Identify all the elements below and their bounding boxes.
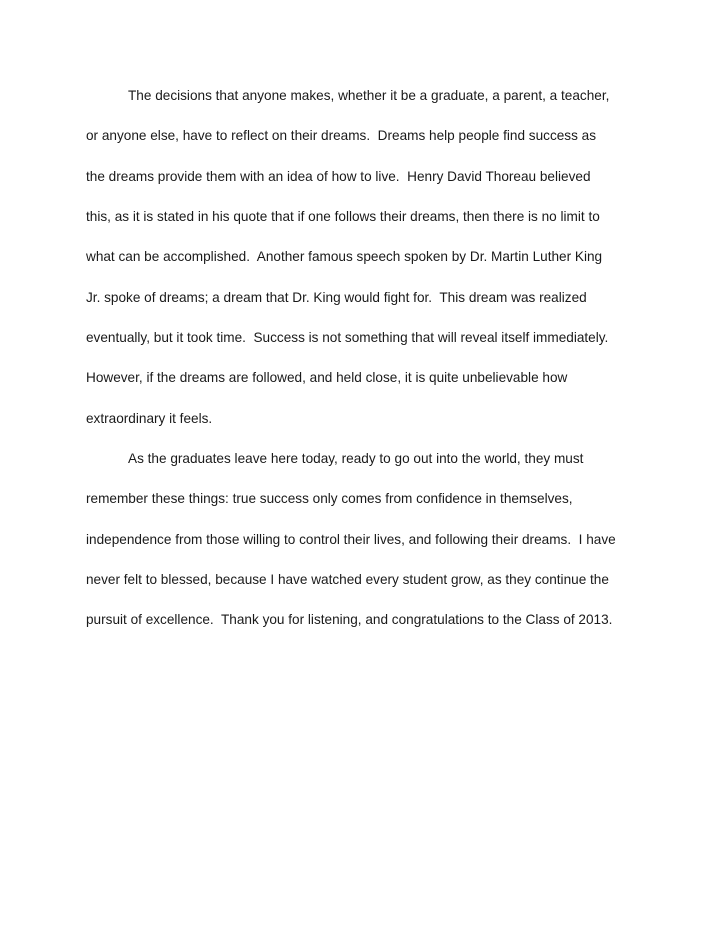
- paragraph-line: or anyone else, have to reflect on their dreams. Dreams help people find success as: [86, 128, 597, 144]
- document-body: [86, 88, 656, 653]
- paragraph-line: independence from those willing to control their lives, and following their dreams. I have: [86, 531, 616, 547]
- paragraph-line: this, as it is stated in his quote that if one follows their dreams, then there is no limit to: [86, 209, 600, 225]
- paragraph-line: Jr. spoke of dreams; a dream that Dr. King would fight for. This dream was realized: [86, 289, 587, 305]
- paragraph-1: [86, 88, 656, 451]
- paragraph-line: pursuit of excellence. Thank you for listening, and congratulations to the Class of 2013.: [86, 612, 613, 628]
- paragraph-line: As the graduates leave here today, ready to go out into the world, they must: [128, 451, 584, 467]
- paragraph-line: extraordinary it feels.: [86, 410, 213, 426]
- paragraph-line: eventually, but it took time. Success is not something that will reveal itself immediately.: [86, 330, 609, 346]
- paragraph-line: remember these things: true success only comes from confidence in themselves,: [86, 491, 573, 507]
- paragraph-line: The decisions that anyone makes, whether it be a graduate, a parent, a teacher,: [128, 88, 610, 103]
- paragraph-line: never felt to blessed, because I have watched every student grow, as they continue the: [86, 572, 609, 588]
- paragraph-line: the dreams provide them with an idea of how to live. Henry David Thoreau believed: [86, 168, 591, 184]
- paragraph-2: [86, 451, 656, 653]
- paragraph-line: However, if the dreams are followed, and held close, it is quite unbelievable how: [86, 370, 568, 386]
- paragraph-line: what can be accomplished. Another famous speech spoken by Dr. Martin Luther King: [86, 249, 603, 265]
